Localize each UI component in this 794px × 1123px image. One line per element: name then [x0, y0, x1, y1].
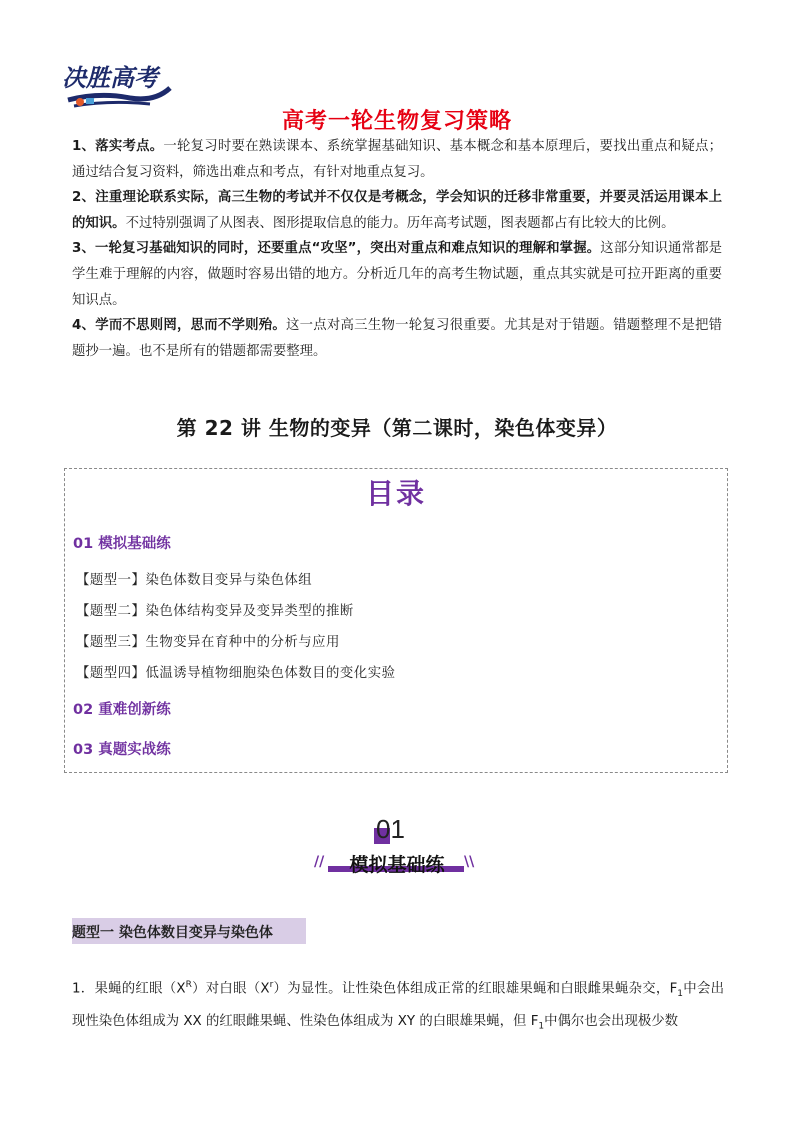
strategy-item-text: 这部分知识通常都是学生难于理解的内容，做题时容易出错的地方。分析近几年的高考生物试题，重点其实就是可拉开距离的重要知识点。 [72, 241, 722, 308]
strategy-item-bold: 4、学而不思则罔，思而不学则殆。 [72, 318, 287, 334]
strategy-item [72, 236, 722, 313]
strategy-item [72, 185, 722, 236]
strategy-list [72, 134, 722, 364]
strategy-item-bold: 3、一轮复习基础知识的同时，还要重点“攻坚”，突出对重点和难点知识的理解和掌握。 [72, 241, 601, 257]
toc-section-link[interactable]: 03 真题实战练 [73, 742, 171, 758]
topic-heading [72, 918, 306, 944]
topic-heading-text: 题型一 染色体数目变异与染色体 [72, 925, 273, 941]
lecture-title: 第 22 讲 生物的变异（第二课时，染色体变异） [176, 416, 618, 440]
strategy-item-bold: 1、落实考点。 [72, 139, 164, 154]
strategy-item-text: 不过特别强调了从图表、图形提取信息的能力。历年高考试题，图表题都占有比较大的比例。 [125, 215, 675, 231]
question-fragment: ）为显性。让性染色体组成正常的红眼雄果蝇和白眼雌果蝇杂交，F [273, 981, 678, 997]
question-fragment: 中会出现性染色体组成为 XX 的红眼雌果蝇、性染色体组成为 XY 的白眼雄果蝇，但 F [72, 981, 725, 1030]
superscript: R [185, 980, 192, 990]
toc-item-link[interactable]: 【题型二】染色体结构变异及变异类型的推断 [76, 604, 354, 619]
strategy-item [72, 134, 722, 185]
strategy-item-text: 一轮复习时要在熟读课本、系统掌握基础知识、基本概念和基本原理后，要找出重点和疑点；通过结合复习资料，筛选出难点和考点，有针对地重点复习。 [72, 139, 722, 180]
slash-right-icon: \\ [464, 854, 475, 870]
toc-title: 目录 [365, 477, 426, 510]
strategy-item [72, 313, 722, 364]
toc-item-link[interactable]: 【题型三】生物变异在育种中的分析与应用 [76, 635, 340, 650]
subscript: 1 [538, 1021, 545, 1032]
superscript: r [269, 980, 274, 990]
question-fragment: ）对白眼（X [191, 981, 270, 997]
toc-item-link[interactable]: 【题型一】染色体数目变异与染色体组 [76, 573, 313, 588]
toc-section-link[interactable]: 01 模拟基础练 [73, 536, 171, 552]
question-fragment: 1．果蝇的红眼（X [72, 981, 186, 997]
svg-text:决胜高考: 决胜高考 [62, 63, 158, 92]
question-fragment: 中偶尔也会出现极少数 [544, 1014, 679, 1030]
section-badge [310, 814, 484, 876]
badge-number: 01 [376, 814, 405, 844]
table-of-contents [64, 468, 728, 773]
slash-left-icon: // [314, 854, 325, 870]
main-title: 高考一轮生物复习策略 [281, 109, 512, 134]
toc-section-link[interactable]: 02 重难创新练 [73, 702, 171, 718]
subscript: 1 [677, 989, 684, 1000]
question-1 [72, 972, 724, 1041]
badge-label: 模拟基础练 [349, 854, 445, 876]
strategy-item-text: 这一点对高三生物一轮复习很重要。尤其是对于错题。错题整理不是把错题抄一遍。也不是所有的错题都需要整理。 [72, 318, 722, 359]
toc-item-link[interactable]: 【题型四】低温诱导植物细胞染色体数目的变化实验 [76, 666, 396, 681]
question-text [72, 972, 724, 1041]
strategy-item-bold: 2、注重理论联系实际，高三生物的考试并不仅仅是考概念，学会知识的迁移非常重要，并要灵活运用课本上的知识。 [72, 190, 722, 231]
